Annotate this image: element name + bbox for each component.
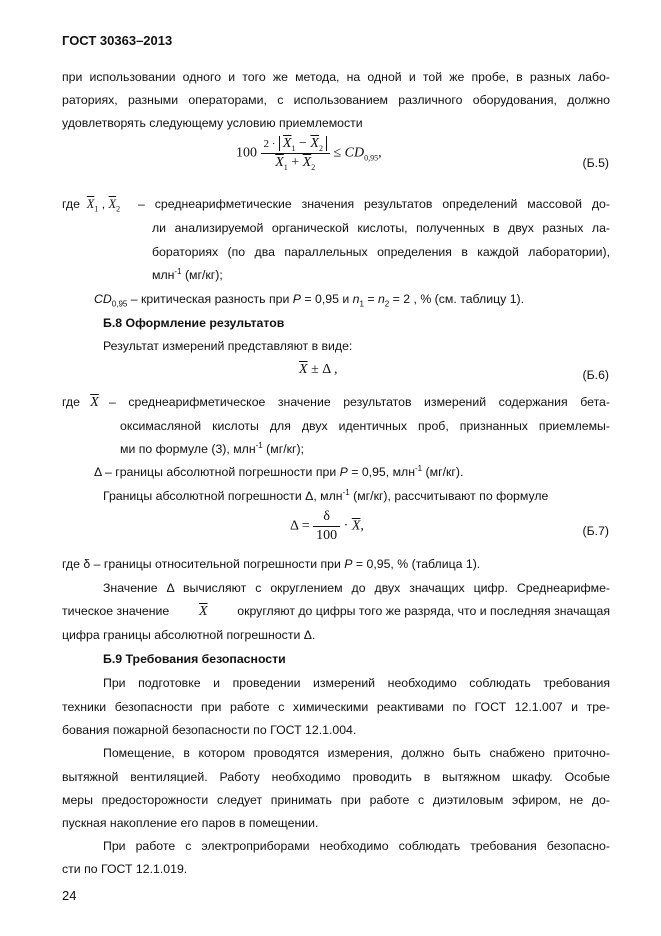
section-b8-paragraph-1: Результат измерений представляют в виде: xyxy=(103,339,353,353)
formula-fraction xyxy=(313,509,340,544)
section-b9-p3-line-2: сти по ГОСТ 12.1.019. xyxy=(62,862,188,876)
formula-comma: , xyxy=(360,518,364,534)
where-b5-text-3: бораториях (по два параллельных определения в каждой лаборатории), xyxy=(152,245,610,259)
where-b5-line-1: где $\overline{X}_1$ , $\overline{X}_2$ xyxy=(62,197,121,214)
superscript: -1 xyxy=(255,440,263,450)
x1-symbol: $\overline{X}$ xyxy=(86,197,95,211)
text-2: (мг/кг), рассчитывают по формуле xyxy=(349,489,549,503)
where-b6-text-3 xyxy=(120,442,304,456)
x1-subscript: 1 xyxy=(94,204,99,214)
text: Δ – границы абсолютной погрешности при xyxy=(94,465,340,479)
equation-number-b7: (Б.7) xyxy=(582,524,609,538)
where-b5-text-4 xyxy=(152,268,223,282)
superscript: -1 xyxy=(342,487,350,497)
multiply-dot: · xyxy=(343,518,349,534)
where-b6-text-2: оксимасляной кислоты для двух идентичных проб, признанных приемлемы- xyxy=(120,419,610,433)
text: где δ – границы относительной погрешности при xyxy=(62,557,345,571)
formula-b6 xyxy=(299,362,337,378)
le-sign: ≤ xyxy=(333,145,342,161)
p-symbol: P xyxy=(339,465,348,479)
cd-symbol: CD xyxy=(94,292,112,306)
where-b6-text-1: – среднеарифметическое значение результатов измерений содержания бета- xyxy=(109,395,610,409)
p-symbol: P xyxy=(292,292,301,306)
numerator-factor: 2 · xyxy=(263,138,276,150)
x-symbol: $\overline{X}$ xyxy=(198,604,208,619)
pm-delta: ± Δ , xyxy=(307,362,338,377)
delta-equals: Δ = xyxy=(290,518,310,534)
where-label: где xyxy=(62,395,80,409)
intro-line-1: при использовании одного и того же метода, на одной и той же пробе, в разных лабо- xyxy=(62,70,610,84)
cd-subscript: 0,95 xyxy=(111,299,128,309)
text: ми по формуле (3), млн xyxy=(120,442,256,456)
cd-text-2: = 0,95 и xyxy=(300,292,353,306)
absolute-value xyxy=(279,136,327,151)
n2-subscript: 2 xyxy=(384,299,390,309)
formula-b5 xyxy=(236,136,382,171)
text-2: = 0,95, млн xyxy=(347,465,416,479)
x1-symbol: $\overline{X}$ xyxy=(282,136,292,151)
where-b6-label xyxy=(62,395,99,411)
text: Границы абсолютной погрешности Δ, млн xyxy=(103,489,343,503)
intro-line-2: раториях, разными операторами, с использованием различного оборудования, должно xyxy=(62,93,610,107)
x-symbol: $\overline{X}$ xyxy=(351,518,361,534)
minus-sign: − xyxy=(298,136,307,151)
fraction-denominator xyxy=(261,154,330,171)
plus-sign: + xyxy=(291,155,300,170)
text-2: = 0,95, % (таблица 1). xyxy=(352,557,481,571)
section-b9-p3-line-1: При работе с электроприборами необходимо соблюдать требования безопасно- xyxy=(103,839,610,853)
formula-comma: , xyxy=(378,145,382,161)
section-b9-p2-line-1: Помещение, в котором проводятся измерения, должно быть снабжено приточно- xyxy=(103,746,610,760)
n1-symbol: n xyxy=(352,292,360,306)
section-b8-paragraph-3-line-3: цифра границы абсолютной погрешности Δ. xyxy=(62,628,316,642)
text-2: округляют до цифры того же разряда, что и последняя значащая xyxy=(237,604,610,618)
x2-subscript: 2 xyxy=(116,204,121,214)
equals-sign: = xyxy=(363,292,378,306)
document-header: ГОСТ 30363–2013 xyxy=(62,33,173,48)
delta-definition xyxy=(94,465,463,479)
n2-symbol: n xyxy=(377,292,385,306)
fraction-numerator xyxy=(261,136,330,154)
section-b8-paragraph-3-line-1: Значение Δ вычисляют с округлением до двух значащих цифр. Среднеарифме- xyxy=(103,581,610,595)
superscript: -1 xyxy=(415,463,423,473)
equation-number-b5: (Б.5) xyxy=(582,156,609,170)
section-b8-title: Б.8 Оформление результатов xyxy=(103,316,285,330)
fraction-denominator: 100 xyxy=(316,528,338,543)
x1-subscript-den: 1 xyxy=(283,162,288,172)
n1-subscript: 1 xyxy=(359,299,364,309)
text-3: (мг/кг). xyxy=(422,465,464,479)
section-b8-paragraph-2 xyxy=(103,489,548,503)
section-b9-title: Б.9 Требования безопасности xyxy=(103,652,286,666)
fraction-numerator: δ xyxy=(313,509,340,527)
section-b9-p1-line-1: При подготовке и проведении измерений необходимо соблюдать требования xyxy=(103,676,610,690)
formula-coefficient: 100 xyxy=(236,145,257,161)
section-b9-p2-line-2: вытяжной вентиляцией. Работу необходимо проводить в вытяжном шкафу. Особые xyxy=(62,770,610,784)
text: тическое значение xyxy=(62,604,170,618)
where-b5-text-1: – среднеарифметические значения результатов определений массовой до- xyxy=(138,197,610,211)
cd-definition xyxy=(94,292,525,309)
section-b9-p2-line-4: пускная накопление его паров в помещении. xyxy=(62,816,319,830)
x2-symbol: $\overline{X}$ xyxy=(108,197,117,211)
section-b9-p2-line-3: меры предосторожности следует принимать при работе с диэтиловым эфиром, не до- xyxy=(62,793,610,807)
where-b7 xyxy=(62,557,480,571)
section-b9-p1-line-3: бования пожарной безопасности по ГОСТ 12.1.004. xyxy=(62,723,357,737)
page-number: 24 xyxy=(62,888,77,903)
x-symbol: $\overline{X}$ xyxy=(90,395,99,410)
section-b8-paragraph-3-line-2 xyxy=(62,604,610,620)
x1-subscript: 1 xyxy=(291,143,296,153)
unit-text: млн xyxy=(152,268,175,282)
x2-symbol: $\overline{X}$ xyxy=(310,136,319,151)
p-symbol: P xyxy=(344,557,353,571)
intro-line-3: удовлетворять следующему условию приемлемости xyxy=(62,116,363,130)
equation-number-b6: (Б.6) xyxy=(582,368,609,382)
formula-fraction xyxy=(261,136,330,171)
x2-symbol-den: $\overline{X}$ xyxy=(302,155,312,170)
cd-text: – критическая разность при xyxy=(127,292,293,306)
formula-b7 xyxy=(290,509,364,544)
section-b9-p1-line-2: техники безопасности при работе с химическими реактивами по ГОСТ 12.1.007 и тре- xyxy=(62,700,610,714)
x2-subscript-den: 2 xyxy=(311,162,316,172)
where-b5-text-2: ли анализируемой органической кислоты, полученных в двух разных ла- xyxy=(152,221,610,235)
unit-text-2: (мг/кг); xyxy=(181,268,223,282)
cd-subscript: 0,95 xyxy=(364,153,379,163)
where-label: где xyxy=(62,197,80,211)
cd-symbol: CD xyxy=(344,145,365,161)
x-symbol: $\overline{X}$ xyxy=(299,362,308,377)
text-2: (мг/кг); xyxy=(262,442,305,456)
x2-subscript: 2 xyxy=(318,143,323,153)
cd-text-3: = 2 , % (см. таблицу 1). xyxy=(389,292,525,306)
x1-symbol-den: $\overline{X}$ xyxy=(275,155,284,170)
unit-superscript: -1 xyxy=(174,266,182,276)
